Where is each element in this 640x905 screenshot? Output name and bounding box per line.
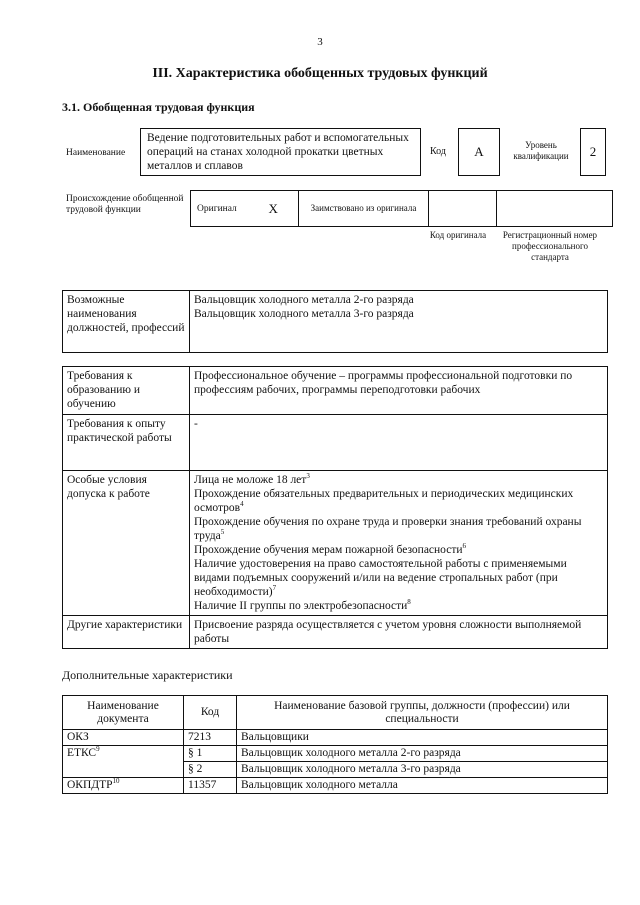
- special-values: [190, 471, 608, 616]
- origin-table: [190, 190, 613, 227]
- okpdtr-code: 11357: [184, 778, 237, 794]
- function-name-box: Ведение подготовительных работ и вспомогательных операций на станах холодной прокатки цветных металлов и сплавов: [140, 128, 421, 176]
- etks-code: § 1: [184, 746, 237, 762]
- okz-doc: ОКЗ: [63, 730, 184, 746]
- header-document: Наименование документа: [63, 696, 184, 730]
- experience-label: Требования к опыту практической работы: [63, 415, 190, 471]
- okz-name: Вальцовщики: [237, 730, 608, 746]
- special-item: Прохождение обучения по охране труда и проверки знания требований охраны труда$^5$: [194, 516, 582, 542]
- etks-code: § 2: [184, 762, 237, 778]
- original-mark: X: [263, 191, 299, 227]
- okz-code: 7213: [184, 730, 237, 746]
- okpdtr-doc: ОКПДТР$^{10}$: [63, 778, 184, 794]
- requirements-table: [62, 366, 608, 649]
- education-value: Профессиональное обучение – программы профессиональной подготовки по профессиям рабочих, программы переподготовки рабочих: [190, 367, 608, 415]
- additional-table: [62, 695, 608, 794]
- special-item: Прохождение обязательных предварительных и периодических медицинских осмотров$^4$: [194, 488, 574, 514]
- section-title: III. Характеристика обобщенных трудовых функций: [152, 66, 488, 81]
- page-number: 3: [317, 36, 323, 48]
- code-caption: Код оригинала: [429, 230, 487, 240]
- positions-table: [62, 290, 608, 353]
- origin-reg-cell: [497, 191, 613, 227]
- etks-doc: ЕТКС$^9$: [63, 746, 184, 778]
- code-label: Код: [430, 146, 446, 157]
- origin-label: Происхождение обобщенной трудовой функции: [66, 194, 184, 215]
- position-item: Вальцовщик холодного металла 2-го разряда: [194, 294, 414, 306]
- etks-name: Вальцовщик холодного металла 2-го разряда: [237, 746, 608, 762]
- header-code: Код: [184, 696, 237, 730]
- header-name: Наименование базовой группы, должности (профессии) или специальности: [237, 696, 608, 730]
- additional-title: Дополнительные характеристики: [62, 668, 233, 682]
- reg-caption: Регистрационный номер профессионального стандарта: [502, 230, 598, 262]
- other-value: Присвоение разряда осуществляется с учетом уровня сложности выполняемой работы: [190, 616, 608, 649]
- special-item: Наличие удостоверения на право самостоятельной работы с применяемыми видами подъемных сооружений и/или на ведение стропальных работ (при необходимости)$^7$: [194, 558, 567, 598]
- subsection-title: 3.1. Обобщенная трудовая функция: [62, 100, 255, 114]
- positions-label: Возможные наименования должностей, профессий: [63, 291, 190, 353]
- education-label: Требования к образованию и обучению: [63, 367, 190, 415]
- special-item: Наличие II группы по электробезопасности$^8$: [194, 598, 411, 612]
- etks-name: Вальцовщик холодного металла 3-го разряда: [237, 762, 608, 778]
- positions-values: [190, 291, 608, 353]
- origin-code-cell: [429, 191, 497, 227]
- original-label: Оригинал: [191, 191, 263, 227]
- position-item: Вальцовщик холодного металла 3-го разряда: [194, 308, 414, 320]
- special-label: Особые условия допуска к работе: [63, 471, 190, 616]
- experience-value: -: [190, 415, 608, 471]
- special-item: Лица не моложе 18 лет$^3$: [194, 472, 310, 486]
- okpdtr-name: Вальцовщик холодного металла: [237, 778, 608, 794]
- borrowed-label: Заимствовано из оригинала: [299, 191, 429, 227]
- level-label: Уровень квалификации: [513, 140, 569, 161]
- name-label: Наименование: [66, 148, 126, 158]
- level-box: 2: [580, 128, 606, 176]
- special-item: Прохождение обучения мерам пожарной безопасности$^6$: [194, 542, 467, 556]
- function-code-box: А: [458, 128, 500, 176]
- other-label: Другие характеристики: [63, 616, 190, 649]
